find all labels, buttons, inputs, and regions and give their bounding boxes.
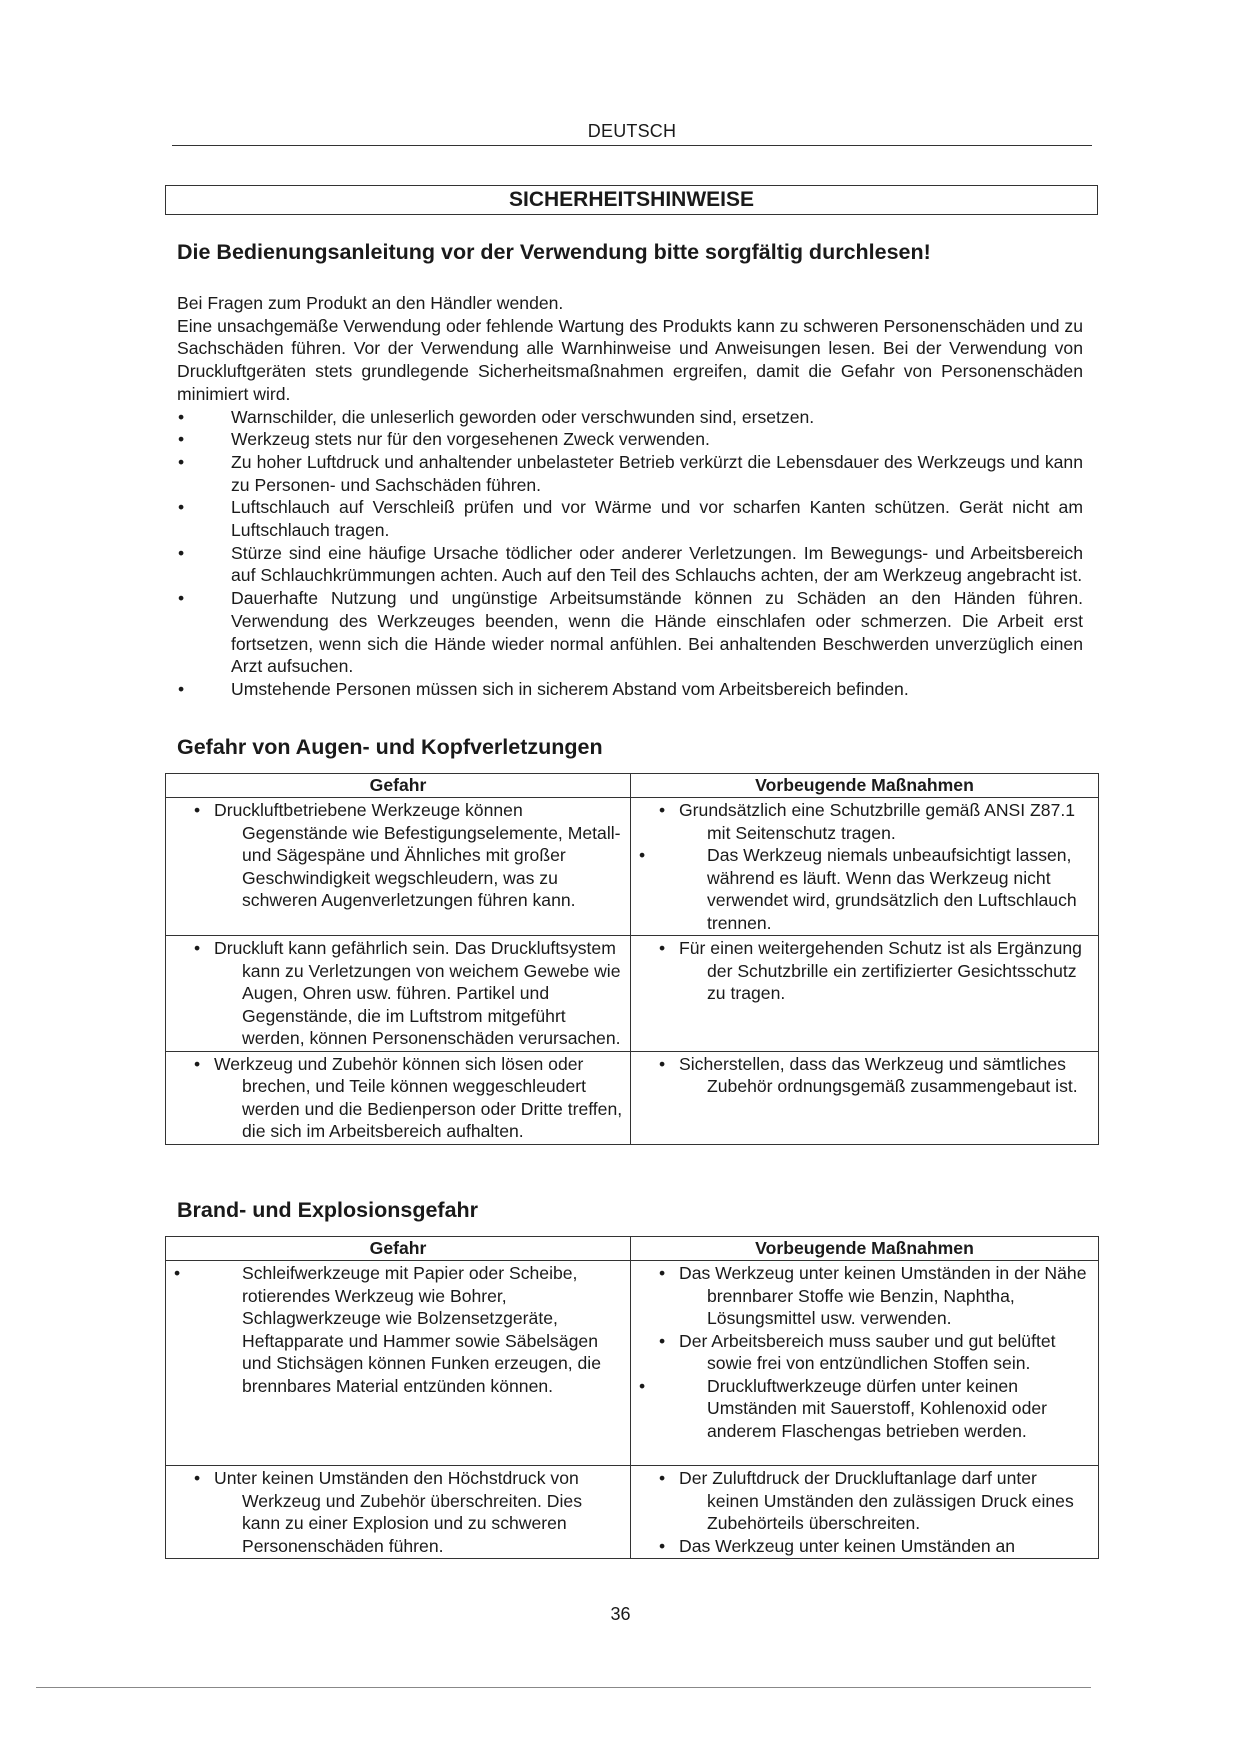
fire-hazard-table: [165, 1236, 1099, 1559]
eye-hazard-table: [165, 773, 1099, 1145]
list-item: • Werkzeug und Zubehör können sich lösen oder brechen, und Teile können weggeschleudert werden und die Bedienperson oder Dritte treffen, die sich im Arbeitsbereich aufhalten.: [194, 1053, 623, 1141]
list-item: • Schleifwerkzeuge mit Papier oder Scheibe, rotierendes Werkzeug wie Bohrer, Schlagwerkzeuge wie Bolzensetzgeräte, Heftapparate und Hammer sowie Säbelsägen und Stichsägen können Funken erzeugen, die brennbares Material entzünden können.: [174, 1263, 601, 1396]
table-row: [166, 936, 1099, 1052]
intro-line: Bei Fragen zum Produkt an den Händler wenden.: [177, 293, 564, 313]
table-row: [166, 798, 1099, 936]
hazard-cell: [166, 798, 631, 936]
list-item: • Unter keinen Umständen den Höchstdruck von Werkzeug und Zubehör überschreiten. Dies kann zu einer Explosion und zu schweren Personenschäden führen.: [194, 1468, 583, 1556]
list-item: • Druckluft kann gefährlich sein. Das Druckluftsystem kann zu Verletzungen von weichem Gewebe wie Augen, Ohren usw. führen. Partikel und Gegenstände, die im Luftstrom mitgeführt werden, können Personenschäden verursachen.: [194, 938, 621, 1048]
list-item: • Druckluftwerkzeuge dürfen unter keinen Umständen mit Sauerstoff, Kohlenoxid oder anderem Flaschengas betrieben werden.: [639, 1375, 1048, 1441]
header-rule: [172, 145, 1092, 146]
list-item: • Das Werkzeug unter keinen Umständen an: [659, 1535, 1016, 1556]
list-item: • Umstehende Personen müssen sich in sicherem Abstand vom Arbeitsbereich befinden.: [177, 678, 1083, 701]
list-item: • Für einen weitergehenden Schutz ist als Ergänzung der Schutzbrille ein zertifizierter Gesichtsschutz zu tragen.: [659, 938, 1082, 1003]
prevention-cell: [631, 1051, 1099, 1144]
intro-text-block: [177, 292, 1083, 701]
table-row: [166, 1466, 1099, 1559]
list-item: • Warnschilder, die unleserlich geworden oder verschwunden sind, ersetzen.: [177, 406, 1083, 429]
prevention-cell: [631, 798, 1099, 936]
hazard-cell: [166, 1466, 631, 1559]
list-item: • Sicherstellen, dass das Werkzeug und sämtliches Zubehör ordnungsgemäß zusammengebaut ist.: [659, 1053, 1078, 1096]
page-number: 36: [610, 1604, 631, 1624]
hazard-cell: [166, 1051, 631, 1144]
list-item: • Dauerhafte Nutzung und ungünstige Arbeitsumstände können zu Schäden an den Händen führen. Verwendung des Werkzeuges beenden, wenn die Hände einschlafen oder schmerzen. Die Arbeit erst fortsetzen, wenn sich die Hände wieder normal anfühlen. Bei anhaltenden Beschwerden unverzüglich einen Arzt aufsuchen.: [177, 587, 1083, 678]
intro-heading: Die Bedienungsanleitung vor der Verwendung bitte sorgfältig durchlesen!: [177, 240, 931, 264]
section-heading-eye: Gefahr von Augen- und Kopfverletzungen: [177, 735, 603, 759]
list-item: • Druckluftbetriebene Werkzeuge können Gegenstände wie Befestigungselemente, Metall- und Sägespäne und Ähnliches mit großer Geschwindigkeit wegschleudern, was zu schweren Augenverletzungen führen kann.: [194, 800, 621, 910]
prevention-cell: [631, 936, 1099, 1052]
footer-rule: [36, 1687, 1091, 1688]
list-item: • Das Werkzeug niemals unbeaufsichtigt lassen, während es läuft. Wenn das Werkzeug nicht verwendet wird, grundsätzlich den Luftschlauch trennen.: [639, 845, 1077, 933]
column-header-hazard: Gefahr: [166, 774, 631, 798]
hazard-cell: [166, 936, 631, 1052]
intro-bullet-list: [177, 406, 1083, 701]
list-item: • Grundsätzlich eine Schutzbrille gemäß ANSI Z87.1 mit Seitenschutz tragen.: [659, 800, 1076, 843]
list-item: • Luftschlauch auf Verschleiß prüfen und vor Wärme und vor scharfen Kanten schützen. Gerät nicht am Luftschlauch tragen.: [177, 496, 1083, 541]
list-item: • Das Werkzeug unter keinen Umständen in der Nähe brennbarer Stoffe wie Benzin, Naphtha, Lösungsmittel usw. verwenden.: [659, 1263, 1087, 1328]
list-item: • Der Zuluftdruck der Druckluftanlage darf unter keinen Umständen den zulässigen Druck eines Zubehörteils überschreiten.: [659, 1468, 1074, 1533]
table-row: [166, 1261, 1099, 1466]
page-title: SICHERHEITSHINWEISE: [165, 185, 1098, 215]
hazard-cell: [166, 1261, 631, 1466]
list-item: • Zu hoher Luftdruck und anhaltender unbelasteter Betrieb verkürzt die Lebensdauer des Werkzeugs und kann zu Personen- und Sachschäden führen.: [177, 451, 1083, 496]
list-item: • Werkzeug stets nur für den vorgesehenen Zweck verwenden.: [177, 428, 1083, 451]
table-row: [166, 1051, 1099, 1144]
column-header-prevention: Vorbeugende Maßnahmen: [631, 1237, 1099, 1261]
page-language-header: DEUTSCH: [587, 121, 677, 141]
list-item: • Stürze sind eine häufige Ursache tödlicher oder anderer Verletzungen. Im Bewegungs- und Arbeitsbereich auf Schlauchkrümmungen achten. Auch auf den Teil des Schlauchs achten, der am Werkzeug angebracht ist.: [177, 542, 1083, 587]
column-header-prevention: Vorbeugende Maßnahmen: [631, 774, 1099, 798]
intro-paragraph: Eine unsachgemäße Verwendung oder fehlende Wartung des Produkts kann zu schweren Personenschäden und zu Sachschäden führen. Vor der Verwendung alle Warnhinweise und Anweisungen lesen. Bei der Verwendung von Druckluftgeräten stets grundlegende Sicherheitsmaßnahmen ergreifen, damit die Gefahr von Personenschäden minimiert wird.: [177, 315, 1084, 404]
prevention-cell: [631, 1261, 1099, 1466]
section-heading-fire: Brand- und Explosionsgefahr: [177, 1198, 479, 1222]
column-header-hazard: Gefahr: [166, 1237, 631, 1261]
prevention-cell: [631, 1466, 1099, 1559]
list-item: • Der Arbeitsbereich muss sauber und gut belüftet sowie frei von entzündlichen Stoffen sein.: [659, 1330, 1056, 1373]
